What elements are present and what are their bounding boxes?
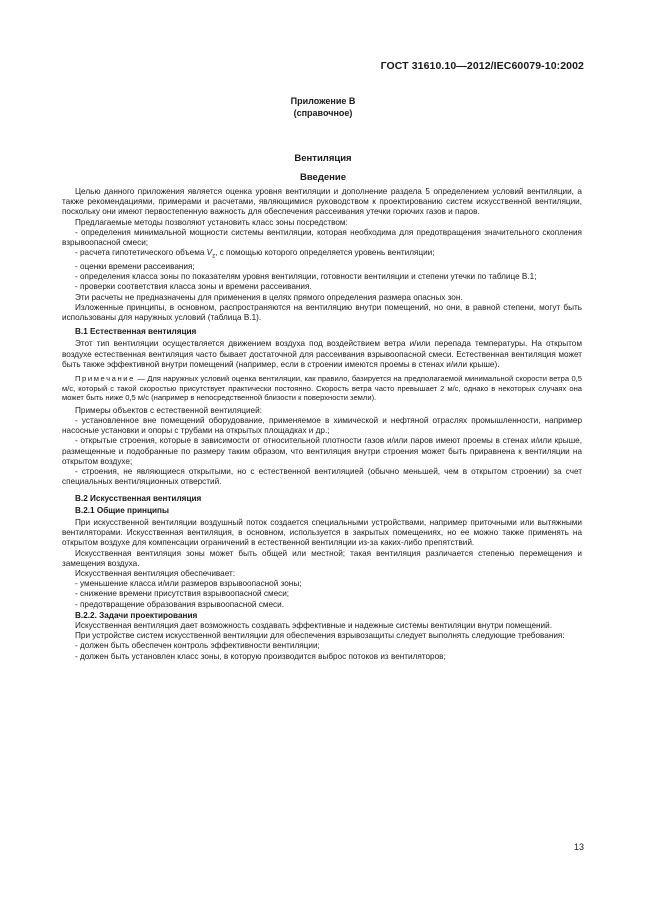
text-fragment: - расчета гипотетического объема [75,248,207,258]
paragraph: При устройстве систем искусственной вентиляции для обеспечения взрывозащиты следует выполнять следующие требования: [75,631,565,641]
list-item: - строения, не являющиеся открытыми, но с естественной вентиляцией (обычно меньшей, чем в открытом строении) за счет специальных вентиляционных отверстий. [62,467,582,487]
note [62,374,582,403]
heading-natural-ventilation: В.1 Естественная вентиляция [75,327,197,337]
list-item: - установленное вне помещений оборудование, применяемое в химической и нефтяной отраслях промышленности, например насосные установки и опоры с трубами на открытых площадках и др.; [62,416,582,436]
paragraph: Предлагаемые методы позволяют установить класс зоны посредством: [75,217,348,227]
list-item: - снижение времени присутствия взрывоопасной смеси; [75,589,290,599]
paragraph: Примеры объектов с естественной вентиляцией: [75,405,262,415]
paragraph: Изложенные принципы, в основном, распространяются на вентиляцию внутри помещений, но они, в равной степени, могут быть использованы для наружных условий (таблица В.1). [62,302,582,323]
list-item: - открытые строения, которые в зависимости от относительной плотности газов и/или паров имеют проемы в стенах и/или крыше, размещенные и подобранные по размеру таким образом, что вентиляция внутри строения может быть приравнена к вентиляции на открытом воздухе; [62,436,582,466]
paragraph: При искусственной вентиляции воздушный поток создается специальными устройствами, например приточными или вытяжными вентиляторами. Искусственная вентиляция, в основном, используется в закрытых помещениях, но ее можно также применять на открытом воздухе для компенсации ограничений в естественной вентиляции из-за каких-либо препятствий. [62,517,582,548]
heading-general-principles: В.2.1 Общие принципы [75,505,169,515]
list-item [62,248,582,262]
subscript: z [212,253,216,260]
note-label: Примечание [75,374,135,384]
paragraph: Эти расчеты не предназначены для применения в целях прямого определения размера опасных зон. [75,292,463,302]
paragraph: Целью данного приложения является оценка уровня вентиляции и дополнение раздела 5 определением условий вентиляции, а также рекомендациями, примерами и расчетами, являющимися руководством к проектированию систем искусственной вентиляции, поскольку они имеют первостепенную важность для обеспечения рассеивания утечки горючих газов и паров. [62,187,582,217]
list-item: - определения минимальной мощности системы вентиляции, которая необходима для предотвращения значительного скопления взрывоопасной смеси; [62,227,582,248]
annex-subtitle: (справочное) [293,108,353,118]
document-body [62,187,582,662]
text-fragment: , с помощью которого определяется уровень вентиляции; [215,248,435,258]
heading-mechanical-ventilation: В.2 Искусственная вентиляция [75,493,202,503]
annex-title: Приложение В [290,96,356,106]
list-item: - должен быть обеспечен контроль эффективности вентиляции; [75,641,320,651]
standard-header: ГОСТ 31610.10—2012/IEC60079-10:2002 [380,60,584,72]
variable: V [206,248,213,258]
paragraph: Искусственная вентиляция дает возможность создавать эффективные и надежные системы вентиляции внутри помещений. [75,620,552,630]
heading-design-tasks: В.2.2. Задачи проектирования [75,610,198,620]
paragraph: Искусственная вентиляция зоны может быть общей или местной; такая вентиляция различается степенью перемещения и замещения воздуха. [62,548,582,568]
intro-title: Введение [299,172,347,183]
list-item: - уменьшение класса и/или размеров взрывоопасной зоны; [75,579,302,589]
list-item: - предотвращение образования взрывоопасной смеси. [75,599,284,609]
list-item: - оценки времени рассеивания; [75,262,195,272]
list-item: - должен быть установлен класс зоны, в которую производится выброс потоков из вентиляторов; [75,651,446,661]
section-title: Вентиляция [294,153,352,164]
list-item: - проверки соответствия класса зоны и времени рассеивания. [75,282,312,292]
page-number: 13 [573,842,584,852]
paragraph: Искусственная вентиляция обеспечивает: [75,568,236,578]
note-text: — Для наружных условий оценка вентиляции, как правило, базируется на предполагаемой минимальной скорости ветра 0,5 м/с, который с такой скоростью присутствует практически постоянно. Скорость ветра часто превышает 2 м/с, однако в некоторых случаях она может быть ниже 0,5 м/с (например в непосредственной близости к поверхности земли). [62,374,582,403]
paragraph: Этот тип вентиляции осуществляется движением воздуха под воздействием ветра и/или перепада температуры. На открытом воздухе естественная вентиляция часто бывает достаточной для рассеивания взрывоопасной смеси. Естественная вентиляция может быть также эффективной внутри помещений (например, если в строении имеются проемы в стенах и/или крыше). [62,339,582,369]
list-item: - определения класса зоны по показателям уровня вентиляции, готовности вентиляции и степени утечки по таблице В.1; [75,272,537,282]
